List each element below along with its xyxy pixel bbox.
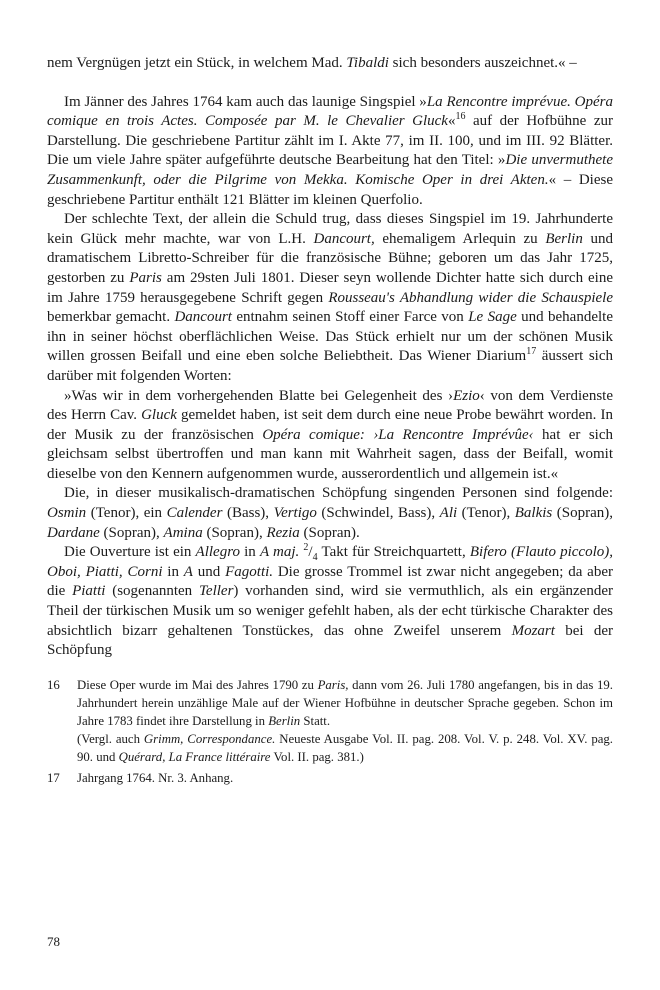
footnote-block: [77, 769, 613, 787]
italic-text-run: Mozart: [511, 622, 555, 639]
text-run: Die Ouverture ist ein: [64, 544, 196, 561]
italic-text-run: Dancourt: [174, 309, 232, 326]
text-run: (Tenor),: [457, 505, 515, 522]
text-run: (Vergl. auch: [77, 731, 144, 746]
italic-text-run: Allegro: [195, 544, 240, 561]
text-run: auf der Hofbühne zur Darstellung. Die geschriebene Partitur zählt im I. Akte 77, im II. 100, und im III. 92 Blätter. Die um viele Jahre später aufgeführte deutsche Bearbeitung hat den Titel: »: [47, 113, 613, 169]
paragraph: [47, 93, 613, 211]
text-run: und: [192, 563, 226, 580]
text-run: Im Jänner des Jahres 1764 kam auch das launige Singspiel »: [64, 93, 427, 110]
italic-text-run: Piatti: [72, 583, 106, 600]
text-run: (sogenannten: [105, 583, 199, 600]
italic-text-run: A: [183, 563, 193, 580]
paragraph: [47, 54, 613, 74]
text-run: in: [162, 563, 184, 580]
footnote-number: 16: [47, 677, 60, 692]
italic-text-run: Gluck: [141, 407, 177, 424]
italic-text-run: Paris: [129, 269, 162, 286]
footnote-ref-sup: 17: [526, 346, 537, 358]
footnote-block: [77, 730, 613, 766]
text-run: Statt.: [300, 713, 331, 728]
footnote-ref-sup: 16: [455, 111, 466, 123]
text-run: Die grosse Trommel ist zwar nicht angegeben; da aber die: [47, 563, 613, 600]
italic-text-run: Paris,: [317, 677, 349, 692]
italic-text-run: Bifero (Flauto piccolo), Oboi, Piatti, Corni: [47, 544, 613, 580]
footnote-block: [77, 676, 613, 730]
italic-text-run: Balkis: [514, 505, 553, 522]
italic-text-run: Teller: [198, 583, 234, 600]
italic-text-run: Calender: [166, 505, 223, 522]
italic-text-run: Amina: [163, 524, 203, 541]
italic-text-run: Rezia: [266, 524, 300, 541]
text-run: (Schwindel, Bass),: [316, 505, 440, 522]
text-run: und dramatischem Libretto-Schreiber für die französische Bühne; geboren um das Jahr 1725, gestorben zu: [47, 230, 614, 286]
italic-text-run: Berlin: [268, 713, 301, 728]
footnote: [47, 676, 613, 766]
text-run: in: [239, 544, 260, 561]
text-run: am 29sten Juli 1801. Dieser seyn wollende Dichter hatte sich durch eine im Jahre 1759 herausgegebene Schrift gegen: [47, 269, 613, 306]
text-run: ‹ von dem Verdienste des Herrn Cav.: [47, 387, 613, 424]
text-run: sich besonders auszeichnet.« –: [388, 55, 577, 71]
footnote-number: 17: [47, 770, 60, 785]
paragraph: [47, 387, 613, 485]
italic-text-run: Fagotti.: [225, 563, 274, 580]
text-run: äussert sich darüber mit folgenden Worten:: [47, 348, 613, 384]
text-run: (Sopran),: [202, 524, 267, 541]
text-run: ehemaligem Arlequin zu: [374, 230, 546, 247]
text-run: (Sopran),: [552, 505, 613, 522]
italic-text-run: Berlin: [545, 230, 583, 247]
italic-text-run: Rousseau's Abhandlung wider die Schauspiele: [328, 289, 613, 306]
italic-text-run: Le Sage: [468, 309, 517, 326]
italic-text-run: Ezio: [453, 387, 480, 404]
text-run: Diese Oper wurde im Mai des Jahres 1790 zu: [77, 677, 318, 692]
text-run: Takt für Streichquartett,: [317, 544, 470, 561]
paragraph: [47, 484, 613, 543]
paragraph: [47, 210, 613, 386]
footnote-ref-sup: 2: [303, 542, 309, 554]
text-run: (Tenor), ein: [86, 505, 167, 522]
text-run: dann vom 26. Juli 1780 angefangen, bis in das 19. Jahrhundert herein unzählige Male auf der Wiener Hofbühne in deutscher Sprache gegeben. Schon im Jahre 1783 findet ihre Darstellung in: [77, 677, 614, 728]
italic-text-run: Opéra comique: ›La Rencontre Imprévûe‹: [262, 426, 534, 443]
italic-text-run: A maj.: [259, 544, 300, 561]
text-run: entnahm seinen Stoff einer Farce von: [231, 309, 469, 326]
text-run: /: [308, 544, 313, 561]
footnotes: [47, 676, 613, 787]
text-run: «: [447, 113, 456, 130]
text-run: (Sopran).: [299, 524, 360, 541]
body-text: [47, 54, 613, 661]
text-run: Die, in dieser musikalisch-dramatischen Schöpfung singenden Personen sind folgende:: [64, 485, 613, 502]
italic-text-run: Tibaldi: [346, 55, 389, 71]
text-run: ) vorhanden sind, wird sie vermuthlich, als ein ergänzender Theil der türkischen Musik um so weniger gefehlt haben, als der echt türkische Charakter des absichtlich bizarr gehaltenen Tonstückes, das ohne Zweifel unserem: [47, 583, 613, 639]
text-run: gemeldet haben, ist seit dem durch eine neue Probe bewährt worden. In der Musik zu der französischen: [47, 407, 613, 443]
text-run: hat er sich gleichsam selbst übertroffen und man kann mit Wahrheit sagen, dass der Beifall, womit dieselbe von den Kennern aufgenommen wurde, ausserordentlich und allgemein ist.«: [47, 426, 613, 482]
italic-text-run: Grimm, Correspondance.: [143, 731, 276, 746]
italic-text-run: Vertigo: [273, 505, 317, 522]
subscript-run: 4: [312, 552, 318, 564]
text-run: « – Diese geschriebene Partitur enthält 121 Blätter im kleinen Querfolio.: [47, 171, 613, 208]
footnote: [47, 769, 613, 787]
italic-text-run: Quérard, La France littéraire: [118, 749, 271, 764]
footnote-text: [77, 769, 613, 787]
footnote-text: [77, 676, 613, 766]
text-run: und behandelte ihn in seiner höchst oberflächlichen Weise. Das Stück erhielt nur um der schönen Musik willen grossen Beifall und eine eben solche Beliebtheit. Das Wiener Diarium: [47, 309, 613, 365]
text-run: nem Vergnügen jetzt ein Stück, in welchem Mad.: [47, 55, 347, 71]
page-number: 78: [47, 934, 60, 949]
text-run: (Sopran),: [99, 524, 164, 541]
italic-text-run: Ali: [439, 505, 458, 522]
text-run: Der schlechte Text, der allein die Schuld trug, dass dieses Singspiel im 19. Jahrhunderte kein Glück mehr machte, war von L.H.: [47, 211, 613, 247]
italic-text-run: La Rencontre imprévue. Opéra comique en trois Actes. Composée par M. le Chevalier Gluck: [47, 93, 613, 130]
text-run: (Bass),: [222, 505, 274, 522]
paragraph: [47, 543, 613, 661]
italic-text-run: Dancourt,: [313, 230, 375, 247]
italic-text-run: Osmin: [47, 505, 87, 522]
text-run: Vol. II. pag. 381.): [270, 749, 364, 764]
text-run: bei der Schöpfung: [47, 622, 613, 659]
text-run: Jahrgang 1764. Nr. 3. Anhang.: [77, 770, 234, 785]
italic-text-run: Dardane: [47, 524, 100, 541]
text-run: »Was wir in dem vorhergehenden Blatte bei Gelegenheit des ›: [64, 387, 454, 404]
text-run: Neueste Ausgabe Vol. II. pag. 208. Vol. V. p. 248. Vol. XV. pag. 90. und: [77, 731, 613, 764]
italic-text-run: Die unvermuthete Zusammenkunft, oder die Pilgrime von Mekka. Komische Oper in drei Akten.: [47, 152, 613, 188]
text-run: bemerkbar gemacht.: [47, 309, 175, 326]
